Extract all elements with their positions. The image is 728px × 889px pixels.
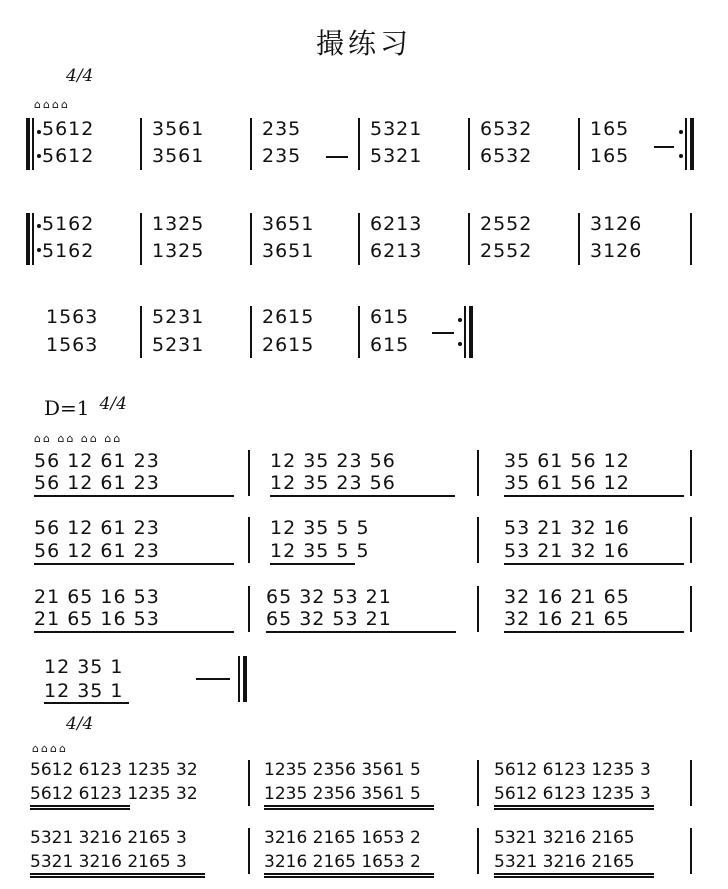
underline xyxy=(34,563,234,565)
time-signature-2: 4/4 xyxy=(99,394,127,414)
underline xyxy=(494,876,654,878)
notes-upper: 12 35 1 xyxy=(44,656,124,678)
notes-upper: 5231 xyxy=(152,306,205,328)
barline xyxy=(690,828,692,874)
underline xyxy=(44,702,129,704)
notes-lower: 12 35 5 5 xyxy=(270,540,370,562)
extend-dash xyxy=(654,146,674,148)
time-signature-3: 4/4 xyxy=(66,714,94,734)
underline xyxy=(30,873,205,875)
underline xyxy=(270,563,355,565)
notes-lower: 5321 3216 2165 xyxy=(494,852,635,872)
notes-upper: 56 12 61 23 xyxy=(34,517,160,539)
end-bar xyxy=(243,656,247,702)
barline xyxy=(32,213,34,265)
notes-upper: 12 35 5 5 xyxy=(270,517,370,539)
notes-upper: 1325 xyxy=(152,213,205,235)
barline xyxy=(358,213,360,265)
notes-upper: 12 35 23 56 xyxy=(270,450,396,472)
notes-lower: 65 32 53 21 xyxy=(266,608,392,630)
notes-upper: 5321 3216 2165 xyxy=(494,828,635,848)
notes-lower: 12 35 1 xyxy=(44,680,124,702)
barline xyxy=(248,586,250,632)
underline xyxy=(494,808,654,810)
notes-upper: 5612 6123 1235 32 xyxy=(30,760,198,780)
barline xyxy=(140,213,142,265)
pluck-marks: ⌂⌂⌂⌂ xyxy=(32,742,68,755)
repeat-dot xyxy=(37,248,41,252)
repeat-dot xyxy=(679,154,683,158)
repeat-dot xyxy=(37,154,41,158)
underline xyxy=(504,563,684,565)
notes-lower: 3126 xyxy=(590,240,643,262)
notes-lower: 1325 xyxy=(152,240,205,262)
underline xyxy=(264,873,434,875)
underline xyxy=(264,876,434,878)
underline xyxy=(494,805,654,807)
pluck-marks: ⌂⌂⌂⌂ xyxy=(34,98,70,111)
notes-lower: 5612 6123 1235 32 xyxy=(30,784,198,804)
notes-lower: 3561 xyxy=(152,145,205,167)
notes-upper: 3126 xyxy=(590,213,643,235)
notes-lower: 6213 xyxy=(370,240,423,262)
barline xyxy=(690,517,692,563)
barline xyxy=(248,517,250,563)
notes-lower: 2552 xyxy=(480,240,533,262)
notes-lower: 5612 xyxy=(42,145,95,167)
notes-upper: 6213 xyxy=(370,213,423,235)
notes-lower: 235 xyxy=(262,145,302,167)
barline xyxy=(477,517,479,563)
repeat-dot xyxy=(37,130,41,134)
notes-upper: 165 xyxy=(590,118,630,140)
notes-upper: 1235 2356 3561 5 xyxy=(264,760,421,780)
repeat-dot xyxy=(37,224,41,228)
notes-lower: 5162 xyxy=(42,240,95,262)
underline xyxy=(264,808,434,810)
repeat-end-bar xyxy=(690,118,694,170)
notes-upper: 35 61 56 12 xyxy=(504,450,630,472)
barline xyxy=(248,450,250,496)
notes-lower: 5231 xyxy=(152,334,205,356)
notes-upper: 32 16 21 65 xyxy=(504,586,630,608)
barline xyxy=(477,586,479,632)
notes-lower: 56 12 61 23 xyxy=(34,540,160,562)
notes-upper: 615 xyxy=(370,306,410,328)
barline xyxy=(690,760,692,806)
notes-upper: 5612 xyxy=(42,118,95,140)
repeat-start-bar xyxy=(26,118,30,170)
barline xyxy=(250,118,252,170)
notes-upper: 5162 xyxy=(42,213,95,235)
underline xyxy=(264,805,434,807)
barline xyxy=(690,586,692,632)
notes-lower: 3651 xyxy=(262,240,315,262)
barline xyxy=(250,213,252,265)
notes-lower: 32 16 21 65 xyxy=(504,608,630,630)
underline xyxy=(494,873,654,875)
barline xyxy=(477,760,479,806)
underline xyxy=(30,808,130,810)
underline xyxy=(270,495,455,497)
barline xyxy=(250,306,252,358)
notes-lower: 56 12 61 23 xyxy=(34,472,160,494)
notes-lower: 3216 2165 1653 2 xyxy=(264,852,421,872)
underline xyxy=(34,631,234,633)
notes-upper: 5612 6123 1235 3 xyxy=(494,760,651,780)
notes-upper: 65 32 53 21 xyxy=(266,586,392,608)
barline xyxy=(140,306,142,358)
key-signature: D=1 $^{4/4}$ xyxy=(44,394,127,420)
barline xyxy=(468,118,470,170)
notes-lower: 12 35 23 56 xyxy=(270,472,396,494)
repeat-dot xyxy=(458,318,462,322)
notes-upper: 5321 3216 2165 3 xyxy=(30,828,187,848)
repeat-dot xyxy=(679,130,683,134)
notes-upper: 3216 2165 1653 2 xyxy=(264,828,421,848)
underline xyxy=(504,631,684,633)
barline xyxy=(238,656,240,702)
barline xyxy=(248,760,250,806)
pluck-marks: ⌂⌂ ⌂⌂ ⌂⌂ ⌂⌂ xyxy=(34,432,123,445)
notes-upper: 3561 xyxy=(152,118,205,140)
underline xyxy=(34,495,234,497)
notes-lower: 6532 xyxy=(480,145,533,167)
barline xyxy=(358,118,360,170)
barline xyxy=(358,306,360,358)
underline xyxy=(30,805,130,807)
notes-upper: 3651 xyxy=(262,213,315,235)
notes-upper: 21 65 16 53 xyxy=(34,586,160,608)
time-signature-1: 4/4 xyxy=(66,66,94,86)
notes-lower: 1235 2356 3561 5 xyxy=(264,784,421,804)
notes-lower: 2615 xyxy=(262,334,315,356)
notes-lower: 35 61 56 12 xyxy=(504,472,630,494)
notes-upper: 235 xyxy=(262,118,302,140)
barline xyxy=(140,118,142,170)
repeat-start-bar xyxy=(26,213,30,265)
underline xyxy=(504,495,684,497)
notes-upper: 53 21 32 16 xyxy=(504,517,630,539)
notes-lower: 615 xyxy=(370,334,410,356)
notes-upper: 1563 xyxy=(46,306,99,328)
notes-upper: 5321 xyxy=(370,118,423,140)
barline xyxy=(578,213,580,265)
notes-upper: 2552 xyxy=(480,213,533,235)
page-title: 撮练习 xyxy=(315,27,412,60)
notes-lower: 165 xyxy=(590,145,630,167)
notes-lower: 5612 6123 1235 3 xyxy=(494,784,651,804)
notes-lower: 5321 xyxy=(370,145,423,167)
barline xyxy=(690,450,692,496)
barline xyxy=(685,118,687,170)
extend-dash xyxy=(326,156,348,158)
barline xyxy=(32,118,34,170)
barline xyxy=(477,450,479,496)
underline xyxy=(30,876,205,878)
barline xyxy=(468,213,470,265)
notes-upper: 2615 xyxy=(262,306,315,328)
barline xyxy=(464,306,466,358)
barline xyxy=(248,828,250,874)
extend-dash xyxy=(432,332,454,334)
underline xyxy=(266,631,456,633)
barline xyxy=(477,828,479,874)
barline xyxy=(578,118,580,170)
notes-lower: 21 65 16 53 xyxy=(34,608,160,630)
notes-lower: 1563 xyxy=(46,334,99,356)
notes-lower: 5321 3216 2165 3 xyxy=(30,852,187,872)
notes-upper: 56 12 61 23 xyxy=(34,450,160,472)
repeat-dot xyxy=(458,342,462,346)
notes-upper: 6532 xyxy=(480,118,533,140)
barline xyxy=(690,213,692,265)
notes-lower: 53 21 32 16 xyxy=(504,540,630,562)
extend-dash xyxy=(196,678,230,680)
repeat-end-bar xyxy=(469,306,473,358)
